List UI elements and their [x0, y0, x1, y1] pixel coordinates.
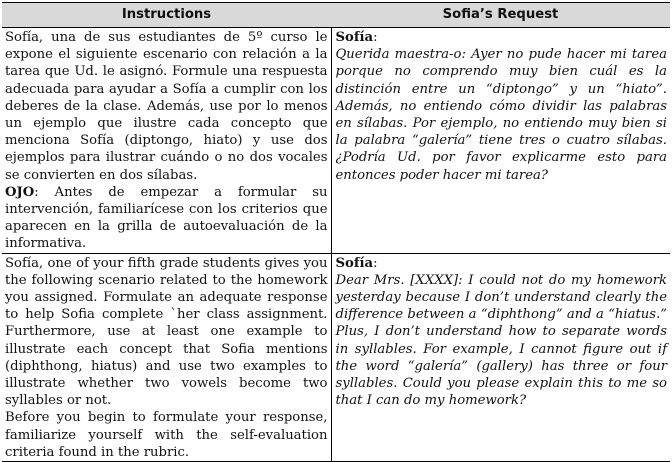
ojo-label: OJO [5, 184, 35, 200]
spanish-request-cell [331, 28, 670, 254]
spanish-row [2, 28, 670, 254]
english-instructions-text: Sofía, one of your fifth grade students gives you the following scenario related to the homework you assigned. Formulate an adequate response to help Sofia complete `her class assignment. Furthermore, use at least one example to illustrate each concept that Sofia mentions (diphthong, hiatus) and use two examples to illustrate whether two vowels become two syllables or not. [5, 255, 328, 409]
header-row [2, 3, 670, 28]
english-instructions-cell [2, 253, 331, 461]
english-request-text: Dear Mrs. [XXXX]: I could not do my homework yesterday because I don’t understand clearly the difference between a “diphthong” and a “hiatus.” Plus, I don’t understand how to separate words in syllables. For example, I cannot figure out if the word “galería” (gallery) has three or four syllables. Could you please explain this to me so that I can do my homework? [335, 272, 667, 409]
ojo-text: : Antes de empezar a formular su intervención, familiarícese con los criterios que aparecen en la grilla de autoevaluación de la informativa. [5, 184, 328, 252]
english-speaker: Sofía [335, 255, 374, 271]
spanish-request-text: Querida maestra-o: Ayer no pude hacer mi tarea porque no comprendo muy bien cuál es la distinción entre un “diptongo” y un “hiato”. Además, no entiendo cómo dividir las palabras en sílabas. Por ejemplo, no entiendo muy bien si la palabra “galería” tiene tres o cuatro sílabas. ¿Podría Ud. por favor explicarme esto para entonces poder hacer mi tarea? [335, 47, 667, 183]
instructions-table [2, 2, 670, 462]
header-request: Sofia’s Request [331, 3, 670, 28]
spanish-instructions-text: Sofía, una de sus estudiantes de 5º curso le expone el siguiente escenario con relación a la tarea que Ud. le asignó. Formule una respuesta adecuada para ayudar a Sofía a cumplir con los deberes de la clase. Además, use por lo menos un ejemplo que ilustre cada concepto que menciona Sofía (diptongo, hiato) y use dos ejemplos para ilustrar cuándo o no dos vocales se convierten en dos sílabas. [5, 30, 328, 183]
english-note: Before you begin to formulate your response, familiarize yourself with the self-evaluation criteria found in the rubric. [5, 410, 328, 460]
english-speaker-line: Sofía: [335, 255, 378, 271]
english-row [2, 253, 670, 461]
english-request-cell [331, 253, 670, 461]
spanish-ojo-note [5, 184, 328, 253]
spanish-speaker-line: Sofía: [335, 30, 378, 45]
spanish-speaker: Sofía [335, 30, 374, 45]
spanish-instructions-cell [2, 28, 331, 254]
header-instructions: Instructions [2, 3, 331, 28]
